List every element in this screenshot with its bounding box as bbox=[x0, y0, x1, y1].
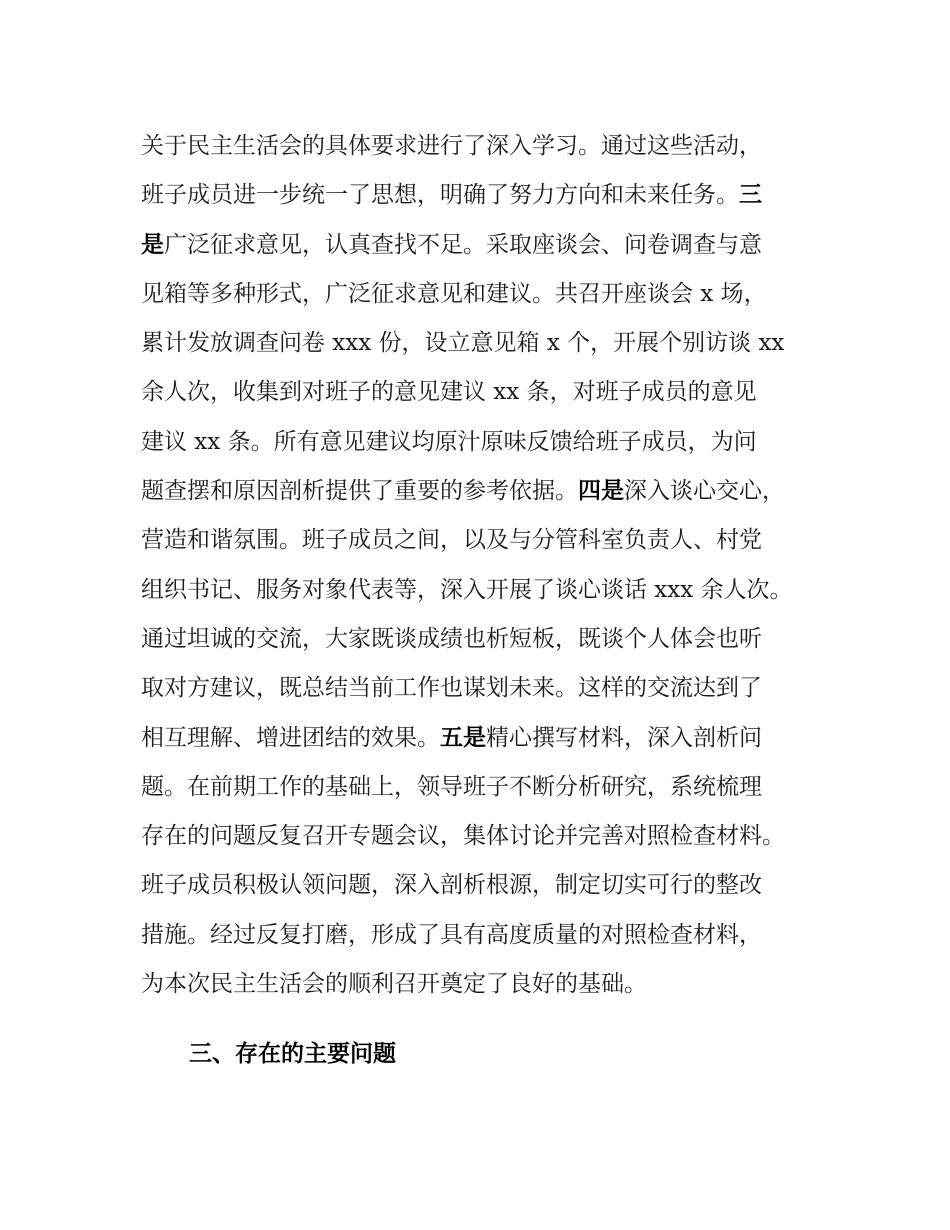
body-paragraph bbox=[141, 122, 841, 1009]
text-segment: 组织书记、服务对象代表等，深入开展了谈心谈话 xxx 余人次。 bbox=[141, 576, 793, 603]
text-segment: 班子成员进一步统一了思想，明确了努力方向和未来任务。 bbox=[141, 182, 739, 209]
text-line bbox=[141, 368, 841, 417]
text-segment: 措施。经过反复打磨，形成了具有高度质量的对照检查材料， bbox=[141, 921, 762, 948]
text-line bbox=[141, 714, 841, 763]
text-segment: 精心撰写材料，深入剖析问 bbox=[486, 724, 762, 751]
text-line bbox=[141, 960, 841, 1009]
text-line bbox=[141, 467, 841, 516]
text-line bbox=[141, 319, 841, 368]
text-segment: 深入谈心交心， bbox=[624, 478, 785, 505]
text-line bbox=[141, 122, 841, 171]
text-segment: 为本次民主生活会的顺利召开奠定了良好的基础。 bbox=[141, 971, 647, 998]
text-segment: 累计发放调查问卷 xxx 份，设立意见箱 x 个，开展个别访谈 xx bbox=[141, 330, 785, 357]
text-line bbox=[141, 418, 841, 467]
text-line bbox=[141, 171, 841, 220]
text-segment: 通过坦诚的交流，大家既谈成绩也析短板，既谈个人体会也听 bbox=[141, 625, 762, 652]
text-line bbox=[141, 664, 841, 713]
text-segment: 余人次，收集到对班子的意见建议 xx 条，对班子成员的意见 bbox=[141, 379, 757, 406]
text-segment: 关于民主生活会的具体要求进行了深入学习。通过这些活动， bbox=[141, 133, 762, 159]
text-segment: 建议 xx 条。所有意见建议均原汁原味反馈给班子成员，为问 bbox=[141, 428, 757, 455]
text-line bbox=[141, 566, 841, 615]
text-segment: 见箱等多种形式，广泛征求意见和建议。共召开座谈会 x 场， bbox=[141, 280, 767, 307]
text-segment: 班子成员积极认领问题，深入剖析根源，制定切实可行的整改 bbox=[141, 872, 762, 899]
text-segment: 题。在前期工作的基础上，领导班子不断分析研究，系统梳理 bbox=[141, 773, 762, 800]
enumeration-lead: 三 bbox=[739, 182, 762, 209]
enumeration-lead: 五是 bbox=[440, 724, 486, 751]
text-line bbox=[141, 516, 841, 565]
text-segment: 取对方建议，既总结当前工作也谋划未来。这样的交流达到了 bbox=[141, 675, 762, 702]
text-segment: 营造和谐氛围。班子成员之间，以及与分管科室负责人、村党 bbox=[141, 527, 762, 554]
text-line bbox=[141, 270, 841, 319]
text-segment: 广泛征求意见，认真查找不足。采取座谈会、问卷调查与意 bbox=[164, 231, 762, 258]
enumeration-lead: 四是 bbox=[578, 478, 624, 505]
text-line bbox=[141, 615, 841, 664]
text-segment: 题查摆和原因剖析提供了重要的参考依据。 bbox=[141, 478, 578, 505]
text-segment: 存在的问题反复召开专题会议，集体讨论并完善对照检查材料。 bbox=[141, 823, 785, 850]
text-line bbox=[141, 911, 841, 960]
text-line bbox=[141, 861, 841, 910]
text-segment: 相互理解、增进团结的效果。 bbox=[141, 724, 440, 751]
section-heading: 三、存在的主要问题 bbox=[189, 1041, 396, 1067]
text-line bbox=[141, 763, 841, 812]
text-line bbox=[141, 812, 841, 861]
text-line bbox=[141, 221, 841, 270]
enumeration-lead: 是 bbox=[141, 231, 164, 258]
